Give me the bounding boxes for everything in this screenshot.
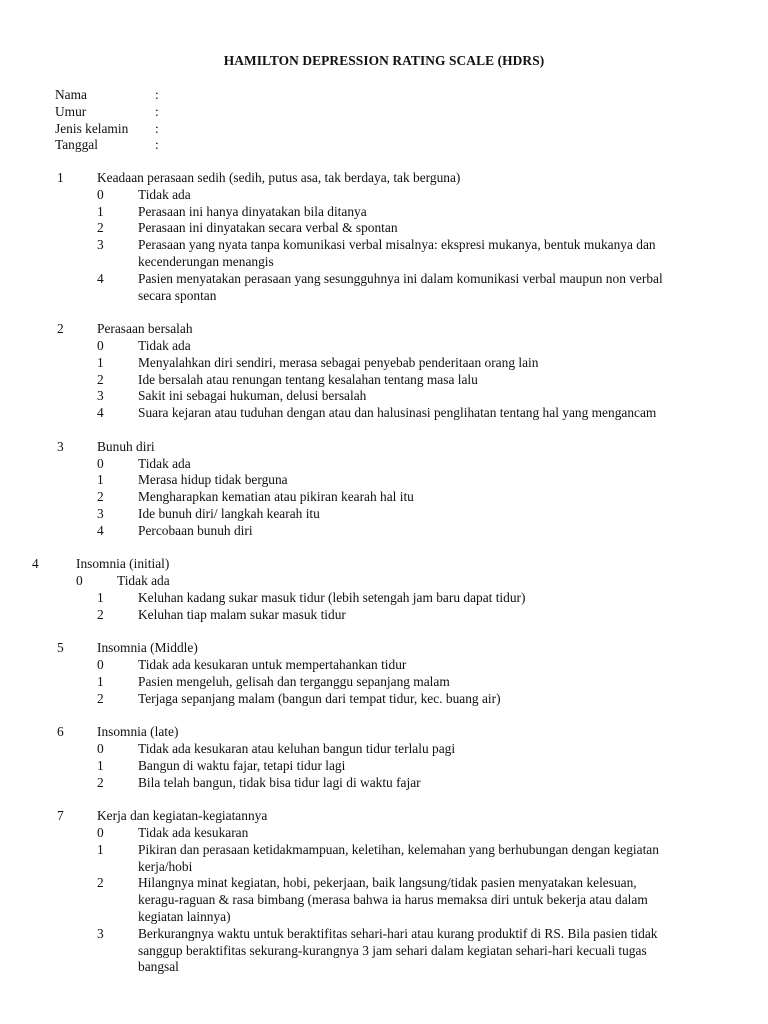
item-number: 5 bbox=[57, 640, 64, 656]
option-row bbox=[0, 506, 768, 523]
option-text: Pikiran dan perasaan ketidakmampuan, keletihan, kelemahan yang berhubungan dengan kegiatan kerja/hobi bbox=[138, 841, 659, 874]
option-row bbox=[0, 388, 768, 405]
option-score: 1 bbox=[97, 354, 104, 370]
option-text: Keluhan kadang sukar masuk tidur (lebih setengah jam baru dapat tidur) bbox=[138, 589, 526, 605]
option-score: 2 bbox=[97, 690, 104, 706]
identity-label: Umur bbox=[55, 103, 87, 119]
item-header bbox=[0, 640, 768, 657]
scale-item-7 bbox=[0, 808, 768, 976]
option-score: 0 bbox=[76, 573, 83, 589]
item-title: Keadaan perasaan sedih (sedih, putus asa, tak berdaya, tak berguna) bbox=[97, 170, 461, 185]
identity-colon: : bbox=[155, 137, 159, 153]
option-text: Tidak ada kesukaran bbox=[138, 825, 249, 841]
option-text: Keluhan tiap malam sukar masuk tidur bbox=[138, 606, 346, 622]
item-title: Perasaan bersalah bbox=[97, 321, 193, 337]
item-header bbox=[0, 556, 768, 573]
option-row bbox=[0, 573, 768, 590]
option-text: Mengharapkan kematian atau pikiran kearah hal itu bbox=[138, 489, 414, 505]
option-score: 0 bbox=[97, 337, 104, 353]
option-text: Terjaga sepanjang malam (bangun dari tempat tidur, kec. buang air) bbox=[138, 690, 501, 706]
item-number: 3 bbox=[57, 438, 64, 454]
identity-row-gender bbox=[55, 121, 165, 138]
option-row bbox=[0, 926, 768, 976]
option-score: 0 bbox=[97, 455, 104, 471]
item-number: 4 bbox=[32, 556, 39, 572]
option-row bbox=[0, 607, 768, 624]
option-row bbox=[0, 775, 768, 792]
option-text: Merasa hidup tidak berguna bbox=[138, 472, 288, 488]
option-row bbox=[0, 825, 768, 842]
scale-item-5 bbox=[0, 640, 768, 707]
identity-row-name bbox=[55, 87, 165, 104]
option-score: 2 bbox=[97, 489, 104, 505]
option-score: 1 bbox=[97, 841, 104, 857]
option-text: Menyalahkan diri sendiri, merasa sebagai penyebab penderitaan orang lain bbox=[138, 354, 539, 370]
item-header bbox=[0, 808, 768, 825]
identity-colon: : bbox=[155, 120, 159, 136]
option-score: 2 bbox=[97, 875, 104, 891]
item-number: 6 bbox=[57, 724, 64, 740]
option-row bbox=[0, 842, 768, 876]
scale-item-4 bbox=[0, 556, 768, 623]
option-score: 0 bbox=[97, 825, 104, 841]
option-score: 4 bbox=[97, 522, 104, 538]
option-row bbox=[0, 237, 768, 271]
option-score: 1 bbox=[97, 203, 104, 219]
option-row bbox=[0, 472, 768, 489]
option-row bbox=[0, 657, 768, 674]
scale-item-3 bbox=[0, 439, 768, 540]
item-title: Insomnia (initial) bbox=[76, 556, 170, 572]
option-score: 0 bbox=[97, 186, 104, 202]
option-text: Pasien menyatakan perasaan yang sesungguhnya ini dalam komunikasi verbal maupun non verbal secara spontan bbox=[138, 270, 663, 303]
option-text: Tidak ada bbox=[138, 186, 191, 202]
option-score: 2 bbox=[97, 371, 104, 387]
option-text: Tidak ada bbox=[117, 573, 170, 589]
option-text: Bangun di waktu fajar, tetapi tidur lagi bbox=[138, 757, 346, 773]
option-score: 0 bbox=[97, 741, 104, 757]
option-text: Tidak ada bbox=[138, 337, 191, 353]
option-score: 1 bbox=[97, 589, 104, 605]
scale-item-6 bbox=[0, 724, 768, 791]
item-title: Insomnia (Middle) bbox=[97, 640, 198, 656]
item-header bbox=[0, 321, 768, 338]
item-header bbox=[0, 170, 768, 187]
option-text: Tidak ada bbox=[138, 455, 191, 471]
option-score: 2 bbox=[97, 606, 104, 622]
option-row bbox=[0, 355, 768, 372]
item-number: 7 bbox=[57, 808, 64, 824]
option-row bbox=[0, 758, 768, 775]
option-score: 1 bbox=[97, 757, 104, 773]
item-title: Bunuh diri bbox=[97, 438, 155, 454]
option-text: Percobaan bunuh diri bbox=[138, 522, 253, 538]
item-number: 2 bbox=[57, 321, 64, 337]
option-text: Suara kejaran atau tuduhan dengan atau dan halusinasi penglihatan tentang hal yang mengancam bbox=[138, 405, 657, 421]
option-row bbox=[0, 691, 768, 708]
item-number: 1 bbox=[57, 170, 64, 185]
identity-label: Nama bbox=[55, 87, 87, 102]
item-title: Insomnia (late) bbox=[97, 724, 179, 740]
option-score: 4 bbox=[97, 405, 104, 421]
option-text: Ide bersalah atau renungan tentang kesalahan tentang masa lalu bbox=[138, 371, 478, 387]
option-row bbox=[0, 875, 768, 925]
option-text: Tidak ada kesukaran untuk mempertahankan tidur bbox=[138, 657, 407, 673]
option-text: Sakit ini sebagai hukuman, delusi bersalah bbox=[138, 388, 367, 404]
option-text: Perasaan ini hanya dinyatakan bila ditanya bbox=[138, 203, 367, 219]
option-text: Berkurangnya waktu untuk beraktifitas sehari-hari atau kurang produktif di RS. Bila pasien tidak sanggup beraktifitas sekurang-kurangnya 3 jam sehari dalam kegiatan sehari-hari kecuali tugas bangsal bbox=[138, 925, 658, 975]
option-row bbox=[0, 220, 768, 237]
option-score: 2 bbox=[97, 220, 104, 236]
identity-label: Jenis kelamin bbox=[55, 120, 129, 136]
option-score: 0 bbox=[97, 657, 104, 673]
option-text: Hilangnya minat kegiatan, hobi, pekerjaan, baik langsung/tidak pasien menyatakan kelesuan, keragu-raguan & rasa bimbang (merasa bahwa ia harus memaksa diri untuk bekerja atau dalam kegiatan lainnya) bbox=[138, 875, 648, 925]
identity-label: Tanggal bbox=[55, 137, 98, 153]
item-header bbox=[0, 439, 768, 456]
option-row bbox=[0, 489, 768, 506]
option-score: 3 bbox=[97, 388, 104, 404]
option-row bbox=[0, 204, 768, 221]
option-row bbox=[0, 271, 768, 305]
option-row bbox=[0, 456, 768, 473]
option-row bbox=[0, 187, 768, 204]
identity-row-age bbox=[55, 104, 165, 121]
option-text: Bila telah bangun, tidak bisa tidur lagi di waktu fajar bbox=[138, 774, 421, 790]
option-text: Ide bunuh diri/ langkah kearah itu bbox=[138, 505, 320, 521]
item-title: Kerja dan kegiatan-kegiatannya bbox=[97, 808, 268, 824]
option-row bbox=[0, 674, 768, 691]
option-score: 1 bbox=[97, 673, 104, 689]
option-score: 3 bbox=[97, 505, 104, 521]
identity-row-date bbox=[55, 137, 165, 154]
scale-items bbox=[0, 170, 768, 993]
option-text: Perasaan ini dinyatakan secara verbal & spontan bbox=[138, 220, 398, 236]
option-text: Pasien mengeluh, gelisah dan terganggu sepanjang malam bbox=[138, 673, 450, 689]
option-score: 1 bbox=[97, 472, 104, 488]
option-row bbox=[0, 372, 768, 389]
identity-section bbox=[55, 87, 165, 154]
option-score: 3 bbox=[97, 237, 104, 253]
scale-item-1 bbox=[0, 170, 768, 304]
option-score: 3 bbox=[97, 925, 104, 941]
scale-item-2 bbox=[0, 321, 768, 422]
identity-colon: : bbox=[155, 87, 159, 102]
page-title: HAMILTON DEPRESSION RATING SCALE (HDRS) bbox=[223, 53, 545, 68]
option-row bbox=[0, 523, 768, 540]
option-text: Perasaan yang nyata tanpa komunikasi verbal misalnya: ekspresi mukanya, bentuk mukanya dan kecenderungan menangis bbox=[138, 237, 656, 269]
option-row bbox=[0, 338, 768, 355]
option-text: Tidak ada kesukaran atau keluhan bangun tidur terlalu pagi bbox=[138, 741, 456, 757]
option-row bbox=[0, 590, 768, 607]
option-score: 4 bbox=[97, 270, 104, 286]
option-row bbox=[0, 741, 768, 758]
option-row bbox=[0, 405, 768, 422]
item-header bbox=[0, 724, 768, 741]
identity-colon: : bbox=[155, 103, 159, 119]
option-score: 2 bbox=[97, 774, 104, 790]
